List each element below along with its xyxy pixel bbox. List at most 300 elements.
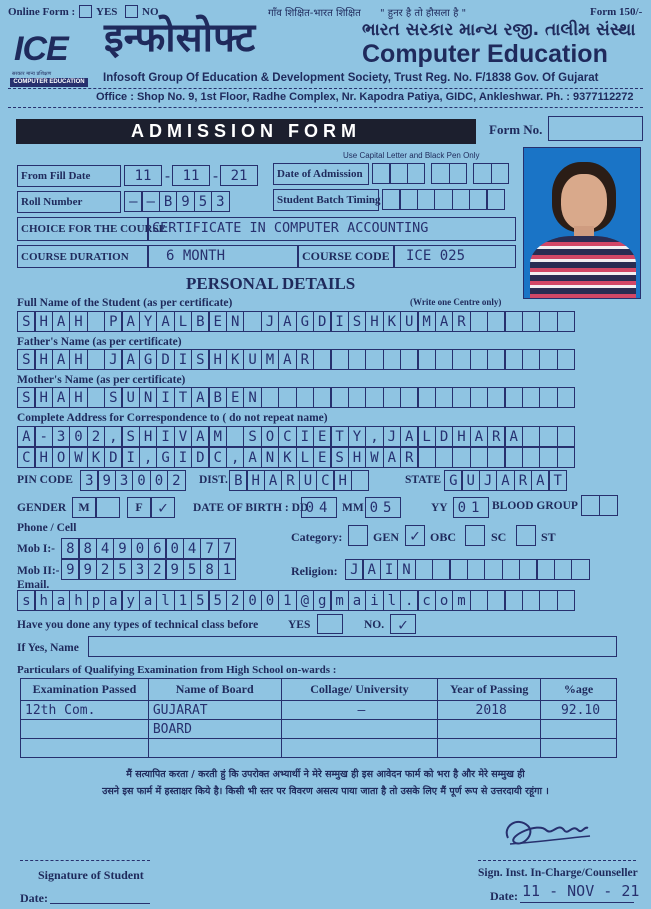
char-box: H [34,311,53,332]
char-box: S [330,447,349,468]
address-label: Complete Address for Correspondence to ( do not repeat name) [17,412,328,424]
batch-timing-boxes[interactable] [382,189,504,210]
mobile-2-boxes[interactable] [61,559,235,580]
religion-boxes[interactable] [345,559,589,580]
char-box: I [156,387,175,408]
char-box [261,387,280,408]
char-box: J [383,426,402,447]
char-box [554,559,573,580]
qualification-table [20,678,617,758]
char-box: G [156,447,175,468]
cell[interactable]: 2018 [438,701,541,720]
box [382,189,401,210]
box [473,163,492,184]
address-line-1[interactable] [17,426,574,447]
char-box: M [417,311,436,332]
char-box: A [191,387,210,408]
char-box [539,447,558,468]
char-box: 2 [96,559,115,580]
char-box: U [243,349,262,370]
char-box: 9 [61,559,80,580]
online-form-label: Online Form : [8,6,76,18]
declaration-line-1: मैं सत्यापित करता / करती हुं कि उपरोक्त अभ्यार्थी ने मेरे सम्मुख ही इस आवेदन फार्म को भरा है और मेरे सम्मुख ही [126,769,525,780]
box [486,189,505,210]
char-box [557,349,576,370]
declaration-line-2: उसने इस फार्म में हस्ताक्षर किये है। किसी भी स्तर पर विवरण असत्य पाया जाता है तो उसके लिए मैं पूर्ण रूप से उत्तरदायी रहूंगा । [102,786,549,797]
char-box [400,387,419,408]
char-box [536,559,555,580]
gender-male-box[interactable]: M [72,497,96,518]
char-box: R [281,470,300,491]
col-percentage: %age [541,679,617,701]
qualification-title: Particulars of Qualifying Examination from High School on-wards : [17,664,337,676]
char-box: Y [139,311,158,332]
char-box [313,349,332,370]
char-box [557,447,576,468]
char-box: 3 [115,470,134,491]
char-box: S [243,426,262,447]
char-box: H [452,426,471,447]
char-box: 8 [78,538,97,559]
if-yes-label: If Yes, Name [17,642,79,654]
char-box: 9 [165,559,184,580]
char-box [557,426,576,447]
blood-group-label: BLOOD GROUP [492,500,578,512]
char-box: S [348,311,367,332]
char-box [487,311,506,332]
cell[interactable] [281,739,438,758]
char-box: S [191,349,210,370]
cell[interactable]: 92.10 [541,701,617,720]
char-box [519,559,538,580]
char-box: N [397,559,416,580]
char-box: R [296,349,315,370]
dob-year-label: YY [431,502,448,514]
char-box [417,349,436,370]
cell[interactable] [438,720,541,739]
student-date-label: Date: [20,891,48,905]
box [389,163,408,184]
char-box: O [261,426,280,447]
char-box: 2 [167,470,186,491]
char-box: , [104,426,123,447]
char-box: 8 [61,538,80,559]
char-box [452,349,471,370]
father-name-boxes[interactable] [17,349,574,370]
online-yes-checkbox[interactable] [79,5,92,18]
char-box: H [365,311,384,332]
char-box: H [34,387,53,408]
gender-label: GENDER [17,502,67,514]
char-box: 2 [87,426,106,447]
gujarati-tagline: ભારત સરકાર માન્ય રજી. તાલીમ સંસ્થા [362,20,636,40]
phone-label: Phone / Cell [17,522,77,534]
char-box [522,426,541,447]
char-box [383,349,402,370]
student-date-line [50,903,150,904]
char-box: H [208,349,227,370]
box [491,163,510,184]
char-box [243,311,262,332]
table-row[interactable] [21,739,617,758]
char-box [522,387,541,408]
online-yes-label: YES [96,6,118,18]
char-box: - [34,426,53,447]
char-box: m [330,590,349,611]
char-box [522,311,541,332]
table-row[interactable] [21,720,617,739]
char-box [539,426,558,447]
office-address: Office : Shop No. 9, 1st Floor, Radhe Complex, Nr. Kapodra Patiya, GIDC, Ankleshwar. Ph. : 9377112272 [96,91,634,103]
technical-yes-label: YES [288,619,311,631]
form-no-field[interactable] [548,116,643,141]
fill-date-mm-cell: 11 [172,165,210,186]
char-box: J [345,559,364,580]
char-box: S [17,387,36,408]
char-box: A [278,349,297,370]
char-box: G [139,349,158,370]
char-box [417,447,436,468]
char-box: A [17,426,36,447]
char-box: 1 [218,559,237,580]
char-box [504,311,523,332]
admission-date-label: Date of Admission [273,163,369,185]
char-box: I [174,447,193,468]
cell[interactable]: — [281,701,438,720]
course-code-label: COURSE CODE [298,245,394,268]
char-box: I [174,349,193,370]
char-box: A [531,470,550,491]
cell[interactable] [541,739,617,758]
char-box: 1 [278,590,297,611]
technical-yes-box[interactable] [317,614,343,634]
char-box: A [435,311,454,332]
char-box: S [17,311,36,332]
char-box: 0 [69,426,88,447]
box [431,163,450,184]
char-box: @ [296,590,315,611]
char-box [278,387,297,408]
char-box [487,590,506,611]
char-box: 7 [200,538,219,559]
char-box: I [156,426,175,447]
char-box [557,590,576,611]
char-box: H [34,447,53,468]
char-box [470,447,489,468]
char-box: 0 [132,470,151,491]
cell[interactable]: BOARD [148,720,281,739]
char-box: U [400,311,419,332]
char-box: A [504,426,523,447]
char-box: D [313,311,332,332]
char-box: . [400,590,419,611]
header-divider [8,88,643,89]
category-gen-label: GEN [373,530,400,544]
category-st-label: ST [541,530,556,544]
cell[interactable] [148,739,281,758]
char-box: 6 [148,538,167,559]
char-box: W [365,447,384,468]
char-box: I [121,447,140,468]
char-box [539,311,558,332]
dob-month[interactable]: 05 [365,497,401,518]
dob-day[interactable]: 04 [301,497,337,518]
roll-cell: 3 [211,191,230,212]
char-box: T [174,387,193,408]
char-box: 5 [113,559,132,580]
logo [8,26,90,88]
photo-face [561,174,607,230]
char-box: 4 [96,538,115,559]
course-choice-label: CHOICE FOR THE COURSE [17,217,148,241]
blood-group-box-2[interactable] [599,495,618,516]
personal-details-title: PERSONAL DETAILS [186,274,356,293]
char-box: 0 [131,538,150,559]
slogan-right: " हुनर है तो हौसला है " [380,8,467,19]
char-box: G [296,311,315,332]
roll-number-boxes[interactable] [124,191,228,212]
char-box: S [104,387,123,408]
col-university: Collage/ University [281,679,438,701]
char-box: M [208,426,227,447]
char-box: p [87,590,106,611]
char-box: 3 [80,470,99,491]
char-box: N [243,387,262,408]
table-header-row [21,679,617,701]
char-box: o [435,590,454,611]
form-fee: Form 150/- [590,6,643,18]
mob1-label: Mob I:- [17,543,56,555]
char-box: A [264,470,283,491]
char-box: A [362,559,381,580]
fill-date-dd[interactable] [124,165,161,186]
char-box: 3 [131,559,150,580]
char-box [365,387,384,408]
char-box [470,387,489,408]
char-box: y [121,590,140,611]
form-no-label: Form No. [489,122,543,137]
gender-female-box[interactable]: F [127,497,151,518]
char-box: 2 [148,559,167,580]
char-box: a [348,590,367,611]
mother-name-boxes[interactable] [17,387,574,408]
cell[interactable] [541,720,617,739]
fill-date-yy[interactable] [220,165,257,186]
box [469,189,488,210]
char-box: V [174,426,193,447]
char-box: i [365,590,384,611]
char-box [417,387,436,408]
char-box [522,349,541,370]
char-box: s [17,590,36,611]
district-boxes[interactable] [229,470,368,491]
char-box: H [69,311,88,332]
student-photo [523,147,641,299]
fill-date-yy-cell: 21 [220,165,258,186]
char-box: D [435,426,454,447]
char-box [435,387,454,408]
cell[interactable] [21,720,149,739]
category-sc-label: SC [491,530,507,544]
char-box: J [479,470,498,491]
char-box: I [296,426,315,447]
char-box [557,311,576,332]
char-box [348,349,367,370]
char-box [487,349,506,370]
mother-name-label: Mother's Name (as per certificate) [17,374,186,386]
fill-date-mm[interactable] [172,165,209,186]
char-box: H [348,447,367,468]
char-box: D [191,447,210,468]
char-box: E [313,447,332,468]
roll-cell: B [159,191,178,212]
logo-text: ICE [14,30,68,68]
society-line: Infosoft Group Of Education & Development Society, Trust Reg. No. F/1838 Gov. Of Gujarat [103,72,599,84]
char-box: l [383,590,402,611]
inst-date-label: Date: [490,889,518,903]
dob-year[interactable]: 01 [453,497,489,518]
char-box: h [34,590,53,611]
box [399,189,418,210]
dob-label: DATE OF BIRTH : DD [193,502,309,514]
category-obc-label: OBC [430,530,457,544]
pen-note: Use Capital Letter and Black Pen Only [343,151,480,160]
char-box: H [139,426,158,447]
char-box: H [333,470,352,491]
district-label: DIST. [199,474,228,486]
category-sc-box[interactable] [465,525,485,546]
char-box: A [52,387,71,408]
inst-sign-line [478,860,636,861]
cell[interactable]: 12th Com. [21,701,149,720]
char-box [365,349,384,370]
slogan-left: गाँव शिक्षित-भारत शिक्षित [268,8,361,19]
char-box: A [121,349,140,370]
category-obc-box[interactable]: ✓ [405,525,425,546]
char-box: 0 [165,538,184,559]
char-box: H [246,470,265,491]
char-box: C [208,447,227,468]
char-box [296,387,315,408]
char-box: K [383,311,402,332]
fill-date-label: From Fill Date [17,165,121,187]
if-yes-name-field[interactable] [88,636,617,657]
char-box: C [278,426,297,447]
char-box: A [496,470,515,491]
char-box: B [229,470,248,491]
char-box: N [226,311,245,332]
char-box: a [139,590,158,611]
char-box [435,349,454,370]
photo-shirt [530,236,636,299]
state-boxes[interactable] [444,470,566,491]
pin-code-boxes[interactable] [80,470,184,491]
char-box [504,590,523,611]
char-box [435,447,454,468]
student-sign-line [20,860,150,861]
char-box [351,470,370,491]
dob-month-label: MM [342,502,364,514]
full-name-boxes[interactable] [17,311,574,332]
char-box: K [226,349,245,370]
admission-date-boxes[interactable] [372,163,508,184]
email-label: Email. [17,579,50,591]
char-box: U [299,470,318,491]
char-box [449,559,468,580]
char-box: 1 [174,590,193,611]
char-box [504,387,523,408]
char-box: A [191,426,210,447]
email-boxes[interactable] [17,590,574,611]
char-box [452,447,471,468]
char-box: 8 [200,559,219,580]
char-box [330,349,349,370]
roll-number-label: Roll Number [17,191,121,213]
char-box [348,387,367,408]
char-box: m [452,590,471,611]
full-name-label: Full Name of the Student (as per certificate) [17,297,233,309]
char-box: R [487,426,506,447]
course-duration-label: COURSE DURATION [17,245,148,268]
char-box: 3 [52,426,71,447]
category-st-box[interactable] [516,525,536,546]
date-sep: - [163,167,173,185]
char-box: R [400,447,419,468]
cell[interactable] [21,739,149,758]
gender-female-check[interactable]: ✓ [151,497,175,518]
mobile-1-boxes[interactable] [61,538,235,559]
char-box: L [174,311,193,332]
blood-group-box-1[interactable] [581,495,600,516]
batch-timing-label: Student Batch Timing [273,189,379,211]
box [407,163,426,184]
cell[interactable] [281,720,438,739]
char-box [504,349,523,370]
char-box: 4 [183,538,202,559]
char-box: A [243,447,262,468]
char-box [415,559,434,580]
char-box: A [52,311,71,332]
cell[interactable]: GUJARAT [148,701,281,720]
char-box [522,590,541,611]
char-box: a [104,590,123,611]
roll-cell: 5 [194,191,213,212]
char-box [467,559,486,580]
address-line-2[interactable] [17,447,574,468]
roll-cell: 9 [176,191,195,212]
char-box: C [316,470,335,491]
char-box: A [383,447,402,468]
char-box: A [400,426,419,447]
char-box [484,559,503,580]
char-box: P [104,311,123,332]
category-gen-box[interactable] [348,525,368,546]
char-box: 0 [261,590,280,611]
gender-male-check[interactable] [96,497,120,518]
char-box: B [191,311,210,332]
table-row[interactable] [21,701,617,720]
char-box: H [69,349,88,370]
char-box: I [330,311,349,332]
char-box: l [156,590,175,611]
char-box: 7 [218,538,237,559]
religion-label: Religion: [291,564,338,578]
technical-no-box[interactable]: ✓ [390,614,416,634]
char-box: 2 [226,590,245,611]
course-choice-value: CERTIFICATE IN COMPUTER ACCOUNTING [152,220,429,236]
char-box: J [104,349,123,370]
cell[interactable] [438,739,541,758]
